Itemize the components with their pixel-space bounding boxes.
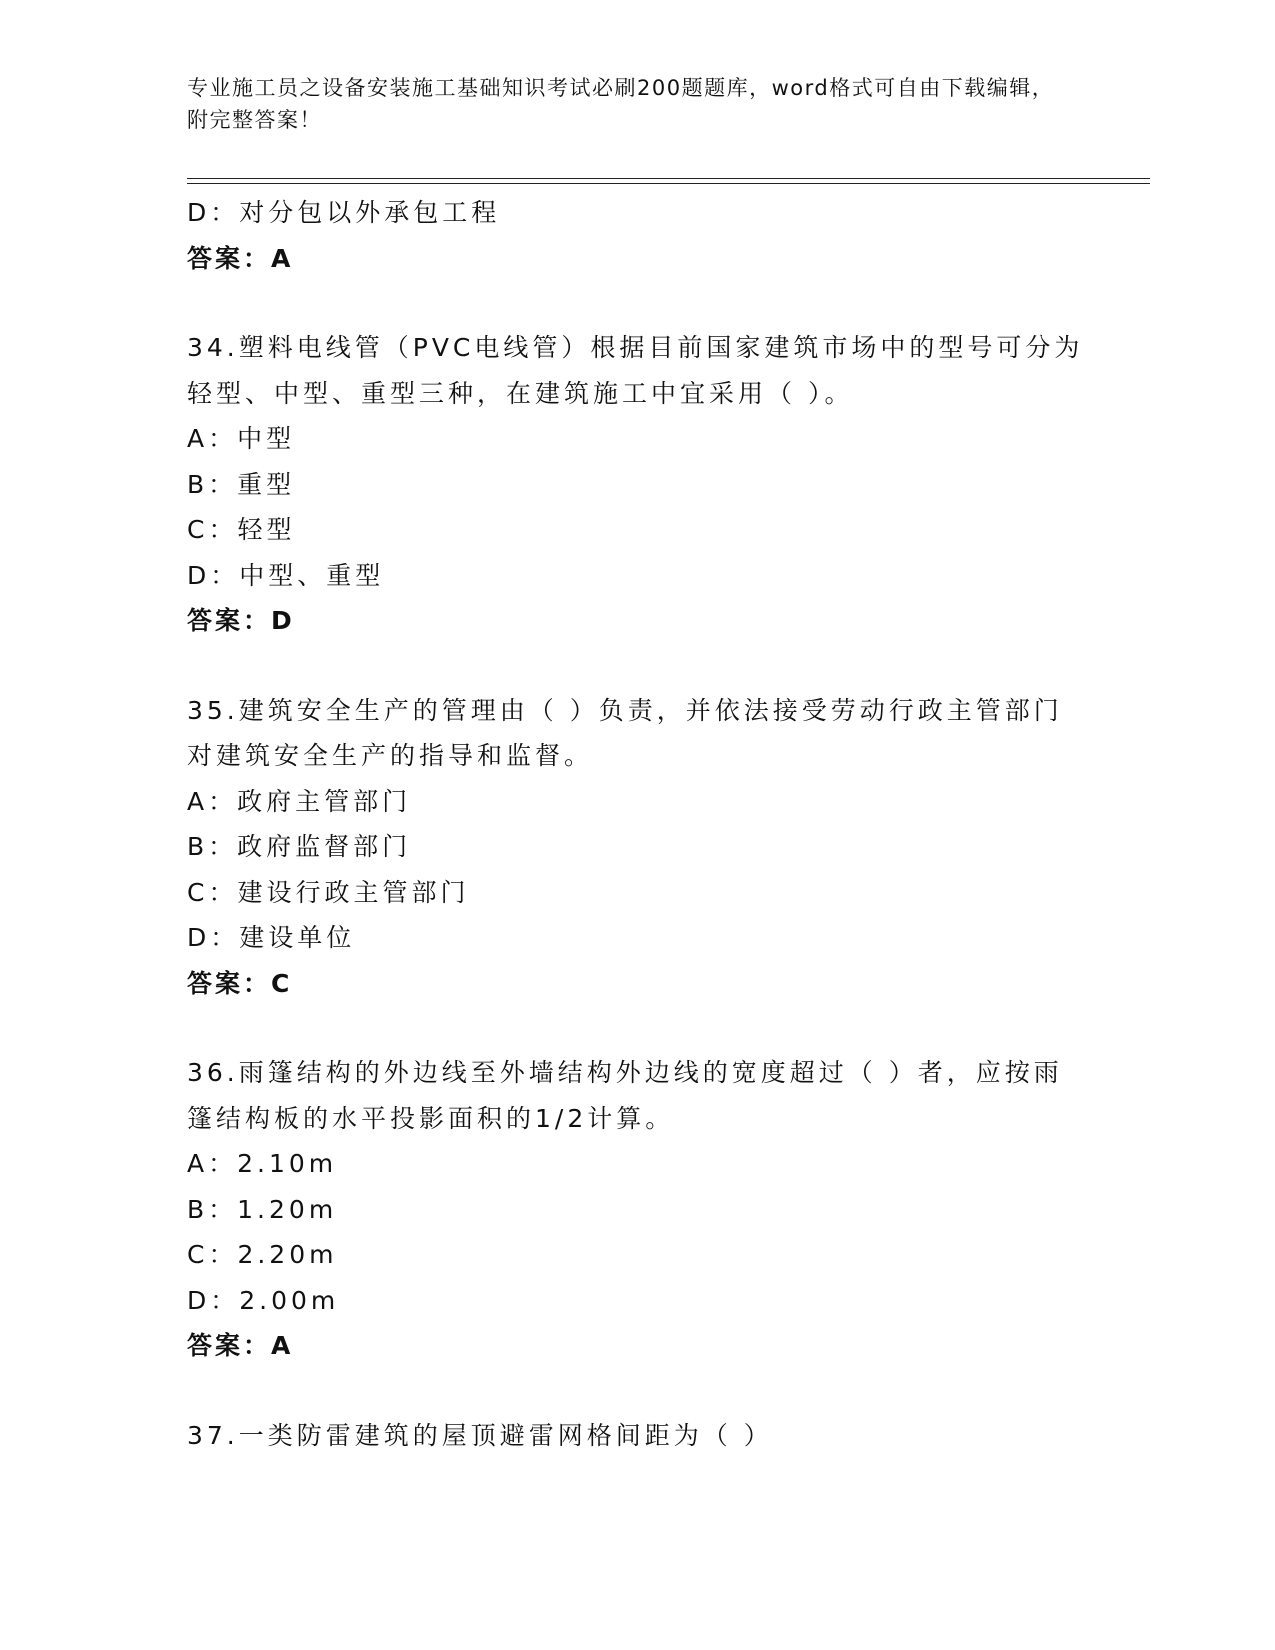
option-c: C：轻型 <box>187 515 296 544</box>
option-b: B：政府监督部门 <box>187 832 412 861</box>
option-b: B：重型 <box>187 469 296 499</box>
question-35 <box>187 688 1087 1007</box>
question-stem-line: 对建筑安全生产的指导和监督。 <box>187 741 594 770</box>
question-stem-line: 篷结构板的水平投影面积的1/2计算。 <box>187 1103 675 1133</box>
question-34 <box>187 325 1087 644</box>
option-d: D：2.00m <box>187 1285 340 1315</box>
option-d: D：建设单位 <box>187 923 356 952</box>
option-a: A：政府主管部门 <box>187 786 412 816</box>
option-c: C：建设行政主管部门 <box>187 877 470 907</box>
question-stem-line: 36.雨篷结构的外边线至外墙结构外边线的宽度超过（ ）者，应按雨 <box>187 1058 1063 1087</box>
option-d: D：中型、重型 <box>187 560 385 590</box>
question-stem-line: 37.一类防雷建筑的屋顶避雷网格间距为（ ） <box>187 1420 773 1450</box>
question-37 <box>187 1413 1087 1459</box>
question-spacer <box>187 1006 1087 1050</box>
question-list <box>187 190 1087 1458</box>
option-c: C：2.20m <box>187 1240 338 1269</box>
answer-line: 答案：A <box>187 1331 294 1360</box>
question-stem-line: 35.建筑安全生产的管理由（ ）负责，并依法接受劳动行政主管部门 <box>187 695 1063 725</box>
question-spacer <box>187 1369 1087 1413</box>
option-d: D：对分包以外承包工程 <box>187 198 501 227</box>
answer-line: 答案：A <box>187 243 294 273</box>
question-stem-line: 34.塑料电线管（PVC电线管）根据目前国家建筑市场中的型号可分为 <box>187 333 1084 362</box>
question-36 <box>187 1050 1087 1369</box>
question-spacer <box>187 281 1087 325</box>
answer-line: 答案：C <box>187 968 293 998</box>
question-stem-line: 轻型、中型、重型三种，在建筑施工中宜采用（ ）。 <box>187 378 854 408</box>
header-divider-bottom <box>187 183 1150 184</box>
option-a: A：中型 <box>187 424 296 453</box>
option-b: B：1.20m <box>187 1194 338 1224</box>
header-divider-top <box>187 178 1150 179</box>
question-spacer <box>187 644 1087 688</box>
document-title: 专业施工员之设备安装施工基础知识考试必刷200题题库，word格式可自由下载编辑，附完整答案！ <box>187 76 1055 132</box>
option-a: A：2.10m <box>187 1149 338 1178</box>
answer-line: 答案：D <box>187 606 295 635</box>
